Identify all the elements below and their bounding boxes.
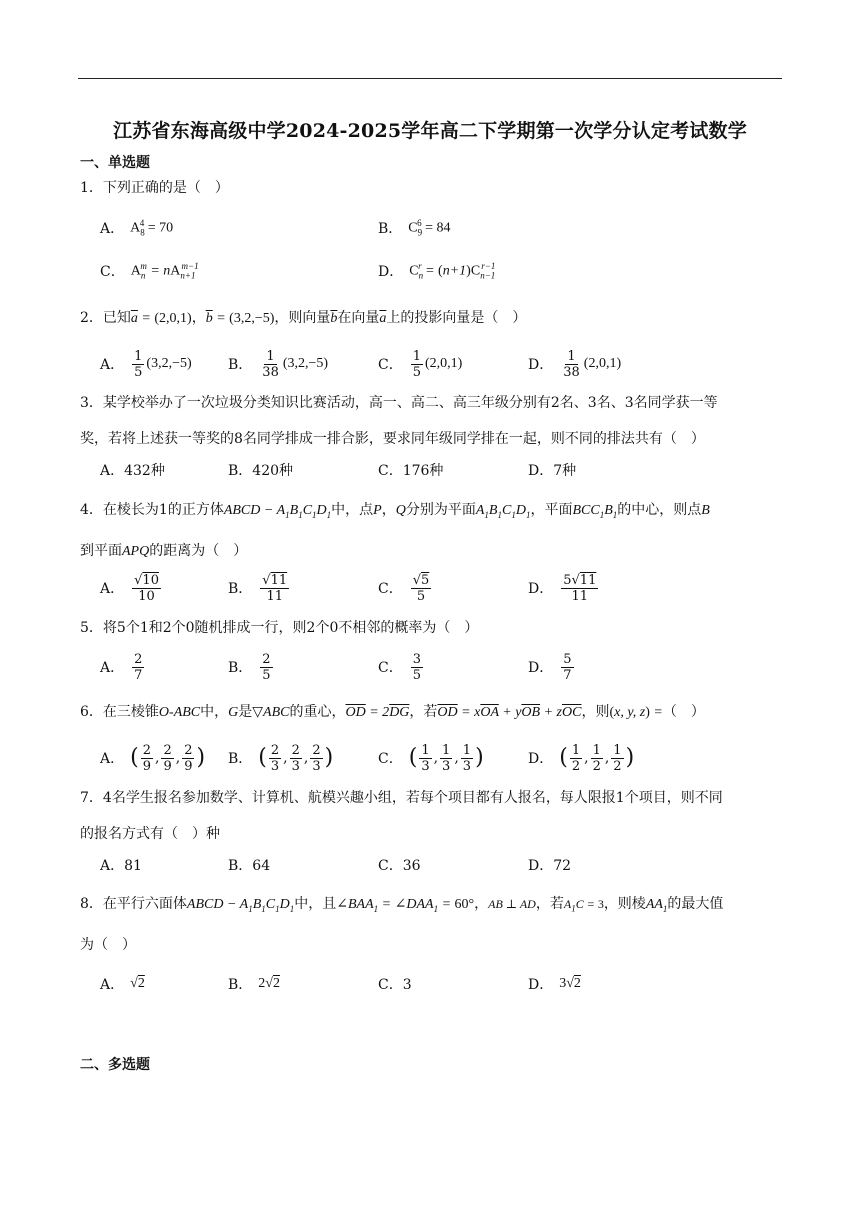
- option-4b: B． $\frac{√11}{11}$: [228, 572, 288, 604]
- option-3c: C．176种: [378, 463, 444, 479]
- question-1-options: [100, 210, 790, 246]
- header-rule: [78, 78, 782, 79]
- option-7b: B．64: [228, 858, 271, 874]
- question-5: [80, 610, 784, 646]
- option-3b: B．420种: [228, 463, 294, 479]
- option-8a: A． √2: [100, 976, 145, 993]
- question-7-line-1: 7．4名学生报名参加数学、计算机、航模兴趣小组，若每个项目都有人报名，每人限报1个项目，则不同: [80, 790, 723, 806]
- option-2b: B． $\frac{1}{38}$ (3,2,−5): [228, 348, 329, 380]
- section-multiple-choice: 二、多选题: [80, 1057, 150, 1073]
- option-2c: C． $\frac{1}{5}$ (2,0,1): [378, 348, 463, 380]
- question-1: [80, 170, 784, 206]
- section-single-choice: 一、单选题: [80, 155, 150, 171]
- question-2-options: [100, 346, 790, 382]
- option-6a: A． ( $\frac{2}{9}$ , $\frac{2}{9}$ , $\frac{2}{9}$ ): [100, 742, 206, 774]
- option-7c: C．36: [378, 858, 421, 874]
- option-3d: D．7种: [528, 463, 577, 479]
- question-4-options: [100, 570, 790, 606]
- question-7: [80, 780, 784, 852]
- option-8d: D． 3√2: [528, 976, 581, 993]
- option-4d: D． $\frac{5√11}{11}$: [528, 572, 597, 604]
- question-3-line-1: 3．某学校举办了一次垃圾分类知识比赛活动，高一、高二、高三年级分别有2名、3名、3名同学获一等: [80, 395, 718, 411]
- option-5d: D． $\frac{5}{7}$: [528, 651, 572, 683]
- question-3-options: [100, 452, 790, 488]
- question-8-options: [100, 966, 790, 1002]
- option-5b: B． $\frac{2}{5}$: [228, 651, 271, 683]
- option-6b: B． ( $\frac{2}{3}$ , $\frac{2}{3}$ , $\frac{2}{3}$ ): [228, 742, 334, 774]
- exam-title: 江苏省东海高级中学2024-2025学年高二下学期第一次学分认定考试数学: [113, 120, 747, 142]
- question-8: 8．在平行六面体ABCD − $A_1B_1C_1D_1$中，且$\angle BAA_1$ = $\angle DAA_1 = 60^\circ$，AB ⊥ AD，若$A_1C = 3$，则棱$AA_1$的最大值 为（ ）: [80, 896, 724, 953]
- option-6c: C． ( $\frac{1}{3}$ , $\frac{1}{3}$ , $\frac{1}{3}$ ): [378, 742, 484, 774]
- question-6: 6．在三棱锥O-ABC中，G是▽ABC的重心，$\overline{OD} = 2\overline{DG}$，若$\overline{OD} = x\overline{OA} + y\overline{OB} + z\overline{OC}$，则(x, y, z) =（ ）: [80, 704, 705, 720]
- question-4: 4．在棱长为1的正方体ABCD − $A_1B_1C_1D_1$中，点P，Q分别为平面$A_1B_1C_1D_1$，平面$BCC_1B_1$的中心，则点B 到平面APQ的距离为（ ）: [80, 502, 710, 559]
- option-1d: D． $C_n^r = (n+1)C_{n-1}^{r-1}$: [378, 261, 496, 281]
- question-7-options: [100, 847, 790, 883]
- option-6d: D． ( $\frac{1}{2}$ , $\frac{1}{2}$ , $\frac{1}{2}$ ): [528, 742, 635, 774]
- option-4a: A． $\frac{√10}{10}$: [100, 572, 159, 604]
- question-3-line-2: 奖，若将上述获一等奖的8名同学排成一排合影，要求同年级同学排在一起，则不同的排法共有（ ）: [80, 431, 705, 447]
- option-5a: A． $\frac{2}{7}$: [100, 651, 143, 683]
- question-6-options: [100, 740, 790, 776]
- question-1-text: 1．下列正确的是（ ）: [80, 180, 229, 196]
- question-3: [80, 385, 784, 457]
- question-2: 2．已知$\overline{a} = (2,0,1)$，$\overline{b} = (3,2,-5)$，则向量$\overline{b}$在向量$\overline{a}$上的投影向量是（ ）: [80, 310, 527, 326]
- question-5-text: 5．将5个1和2个0随机排成一行，则2个0不相邻的概率为（ ）: [80, 620, 479, 636]
- option-1a: A． $A_8^4 = 70$: [100, 218, 174, 238]
- question-5-options: [100, 649, 790, 685]
- option-2a: A． $\frac{1}{5}$ (3,2,−5): [100, 348, 192, 380]
- question-1-options-2: [100, 253, 790, 289]
- option-4c: C． $\frac{√5}{5}$: [378, 572, 430, 604]
- option-7d: D．72: [528, 858, 572, 874]
- option-8c: C．3: [378, 977, 412, 993]
- option-5c: C． $\frac{3}{5}$: [378, 651, 421, 683]
- option-3a: A．432种: [100, 463, 165, 479]
- option-1b: B． $C_9^6 = 84$: [378, 218, 451, 238]
- option-2d: D． $\frac{1}{38}$ (2,0,1): [528, 348, 622, 380]
- option-7a: A．81: [100, 858, 142, 874]
- option-1c: C． $A_n^m = nA_{n+1}^{m-1}$: [100, 261, 199, 281]
- option-8b: B． 2√2: [228, 976, 280, 993]
- question-7-line-2: 的报名方式有（ ）种: [80, 826, 220, 842]
